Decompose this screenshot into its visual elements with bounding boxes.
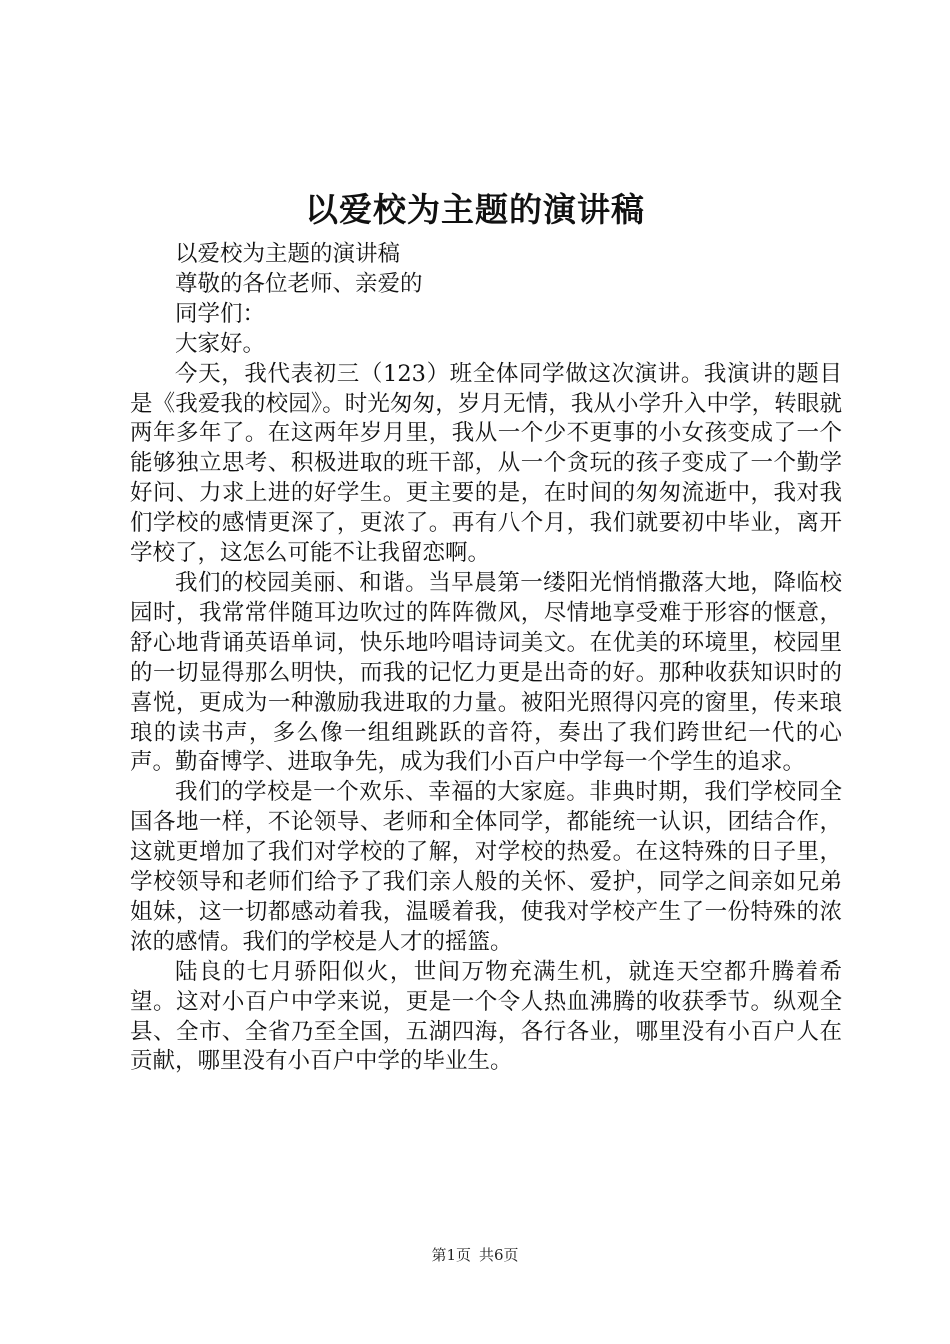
paragraph: 我们的校园美丽、和谐。当早晨第一缕阳光悄悄撒落大地，降临校园时，我常常伴随耳边吹过的阵阵微风，尽情地享受难于形容的惬意，舒心地背诵英语单词，快乐地吟唱诗词美文。在优美的环境里，校园里的一切显得那么明快，而我的记忆力更是出奇的好。那种收获知识时的喜悦，更成为一种激励我进取的力量。被阳光照得闪亮的窗里，传来琅琅的读书声，多么像一组组跳跃的音符，奏出了我们跨世纪一代的心声。勤奋博学、进取争先，成为我们小百户中学每一个学生的追求。 — [130, 569, 842, 776]
page-footer — [0, 1245, 950, 1265]
paragraph: 以爱校为主题的演讲稿 — [175, 241, 401, 267]
paragraph: 大家好。 — [175, 330, 266, 357]
document-title: 以爱校为主题的演讲稿 — [305, 190, 645, 229]
paragraph: 同学们： — [175, 300, 266, 327]
page-number: 第1页 — [431, 1246, 471, 1264]
document-body — [130, 240, 842, 1077]
paragraph: 尊敬的各位老师、亲爱的 — [175, 270, 423, 297]
paragraph: 陆良的七月骄阳似火，世间万物充满生机，就连天空都升腾着希望。这对小百户中学来说，更是一个令人热血沸腾的收获季节。纵观全县、全市、全省乃至全国，五湖四海，各行各业，哪里没有小百户人在贡献，哪里没有小百户中学的毕业生。 — [130, 958, 842, 1075]
paragraph: 我们的学校是一个欢乐、幸福的大家庭。非典时期，我们学校同全国各地一样，不论领导、老师和全体同学，都能统一认识，团结合作，这就更增加了我们对学校的了解，对学校的热爱。在这特殊的日子里，学校领导和老师们给予了我们亲人般的关怀、爱护，同学之间亲如兄弟姐妹，这一切都感动着我，温暖着我，使我对学校产生了一份特殊的浓浓的感情。我们的学校是人才的摇篮。 — [130, 779, 842, 955]
paragraph: 今天，我代表初三（123）班全体同学做这次演讲。我演讲的题目是《我爱我的校园》。时光匆匆，岁月无情，我从小学升入中学，转眼就两年多年了。在这两年岁月里，我从一个少不更事的小女孩变成了一个能够独立思考、积极进取的班干部，从一个贪玩的孩子变成了一个勤学好问、力求上进的好学生。更主要的是，在时间的匆匆流逝中，我对我们学校的感情更深了，更浓了。再有八个月，我们就要初中毕业，离开学校了，这怎么可能不让我留恋啊。 — [130, 360, 842, 567]
page-total: 共6页 — [479, 1246, 519, 1264]
